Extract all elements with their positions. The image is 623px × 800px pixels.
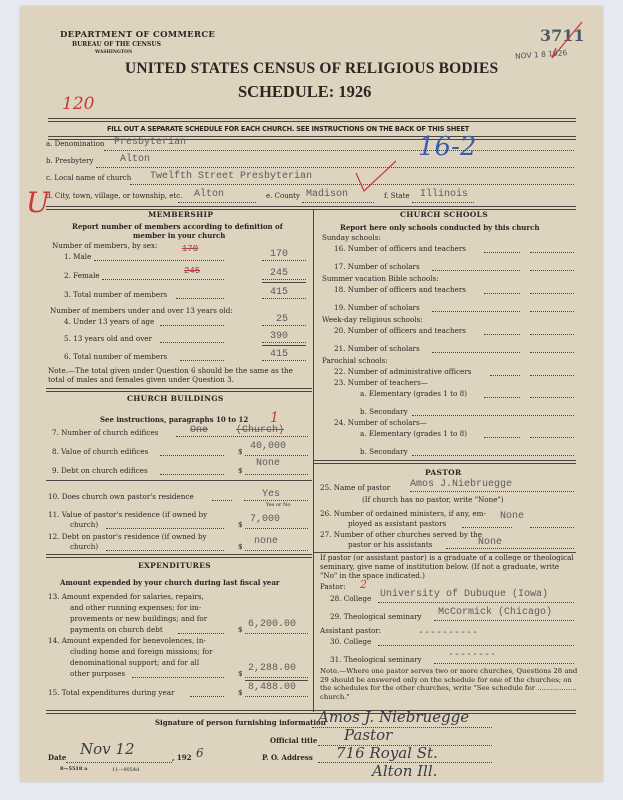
dollar-sign: $ bbox=[238, 447, 243, 456]
by-sex-label: Number of members, by sex: bbox=[52, 241, 158, 250]
q21-label: 21. Number of scholars bbox=[334, 344, 420, 353]
q17-label: 17. Number of scholars bbox=[334, 262, 420, 271]
summer-schools-label: Summer vacation Bible schools: bbox=[322, 274, 439, 283]
by-age-label: Number of members under and over 13 years old: bbox=[50, 306, 233, 315]
yes-no-hint: Yes or No bbox=[266, 502, 291, 508]
dollar-sign: $ bbox=[238, 466, 243, 475]
pastor-name-hint: (If church has no pastor, write "None") bbox=[362, 495, 504, 504]
stamp-number: 3711 bbox=[540, 26, 585, 45]
college-label: 28. College bbox=[330, 594, 372, 603]
assistant-college-field[interactable]: ---------- bbox=[418, 628, 479, 639]
edifices-extra: (Church) bbox=[236, 425, 285, 436]
date-label: Date bbox=[48, 753, 67, 762]
q22-label: 22. Number of administrative officers bbox=[334, 367, 472, 376]
denomination-field[interactable]: Presbyterian bbox=[114, 137, 187, 148]
presbytery-label: b. Presbytery bbox=[46, 157, 94, 165]
running-expenses-field[interactable]: 6,200.00 bbox=[248, 619, 297, 630]
county-label: e. County bbox=[266, 192, 300, 200]
assistant-seminary-label: 31. Theological seminary bbox=[330, 655, 422, 664]
local-name-label: c. Local name of church bbox=[46, 174, 132, 182]
residence-debt-label: 12. Debt on pastor's residence (if owned by bbox=[48, 532, 207, 541]
edifices-label: 7. Number of church edifices bbox=[52, 428, 159, 437]
print-number: 11—9054d bbox=[112, 767, 140, 773]
q18-label: 18. Number of officers and teachers bbox=[334, 285, 466, 294]
assistant-ministers-label: ployed as assistant pastors bbox=[348, 519, 447, 528]
pastor-mark: 2 bbox=[360, 578, 367, 591]
female-count-field[interactable]: 245 bbox=[270, 268, 289, 279]
presbytery-field[interactable]: Alton bbox=[120, 154, 151, 165]
address-line2-field[interactable]: Alton Ill. bbox=[372, 762, 438, 780]
q20-label: 20. Number of officers and teachers bbox=[334, 326, 466, 335]
expenditures-heading: EXPENDITURES bbox=[138, 561, 211, 570]
under-13-label: 4. Under 13 years of age bbox=[64, 317, 155, 326]
department-heading: DEPARTMENT OF COMMERCE bbox=[60, 30, 216, 40]
over-13-label: 5. 13 years old and over bbox=[64, 334, 152, 343]
dollar-sign: $ bbox=[238, 520, 243, 529]
year-digit-field[interactable]: 6 bbox=[196, 746, 204, 760]
owns-residence-field[interactable]: Yes bbox=[262, 489, 281, 500]
edifice-value-field[interactable]: 40,000 bbox=[250, 441, 287, 452]
female-crossed-value: 245 bbox=[184, 266, 201, 276]
assistant-college-label: 30. College bbox=[330, 637, 372, 646]
dollar-sign: $ bbox=[238, 625, 243, 634]
received-date-stamp: NOV 1 8 1926 bbox=[514, 48, 568, 61]
edifices-field[interactable]: One bbox=[190, 425, 209, 436]
running-expenses-label: 13. Amount expended for salaries, repairs, bbox=[48, 592, 204, 601]
handwritten-number: 120 bbox=[62, 94, 95, 114]
date-field[interactable]: Nov 12 bbox=[80, 740, 135, 758]
assistant-ministers-field[interactable]: None bbox=[500, 511, 525, 522]
denomination-label: a. Denomination bbox=[46, 140, 105, 148]
residence-value-label: 11. Value of pastor's residence (if owned by bbox=[48, 510, 208, 519]
county-field[interactable]: Madison bbox=[306, 189, 349, 200]
dollar-sign: $ bbox=[238, 688, 243, 697]
owns-residence-label: 10. Does church own pastor's residence bbox=[48, 492, 194, 501]
pastor-subheading: Pastor: bbox=[320, 582, 346, 591]
edifice-debt-field[interactable]: None bbox=[256, 458, 281, 469]
running-expenses-label: provements or new buildings; and for bbox=[70, 614, 208, 623]
buildings-heading: CHURCH BUILDINGS bbox=[127, 394, 224, 403]
edifices-correction: 1 bbox=[270, 410, 279, 426]
local-name-field[interactable]: Twelfth Street Presbyterian bbox=[150, 171, 313, 182]
residence-debt-field[interactable]: none bbox=[254, 536, 279, 547]
college-field[interactable]: University of Dubuque (Iowa) bbox=[380, 589, 549, 600]
address-line1-field[interactable]: 716 Royal St. bbox=[336, 744, 438, 762]
assistant-ministers-label: 26. Number of ordained ministers, if any, em- bbox=[320, 509, 486, 518]
female-label: 2. Female bbox=[64, 271, 100, 280]
q16-label: 16. Number of officers and teachers bbox=[334, 244, 466, 253]
expenditures-subtitle: Amount expended by your church during last fiscal year bbox=[60, 578, 280, 587]
total-expenditures-label: 15. Total expenditures during year bbox=[48, 688, 175, 697]
total-members-2-label: 6. Total number of members bbox=[64, 352, 168, 361]
state-label: f. State bbox=[384, 192, 410, 200]
margin-mark: U bbox=[26, 186, 50, 219]
membership-subtitle: Report number of members according to definition of bbox=[72, 222, 283, 231]
other-churches-field[interactable]: None bbox=[478, 537, 503, 548]
male-crossed-value: 170 bbox=[182, 244, 199, 254]
divider bbox=[46, 206, 576, 210]
membership-note: Note.—The total given under Question 6 should be the same as the total of males and females given under Question 3. bbox=[48, 366, 293, 384]
divider bbox=[46, 710, 576, 714]
assistant-subheading: Assistant pastor: bbox=[320, 626, 382, 635]
dollar-sign: $ bbox=[238, 669, 243, 678]
benevolences-field[interactable]: 2,288.00 bbox=[248, 663, 297, 674]
year-prefix: , 192 bbox=[172, 753, 192, 762]
membership-subtitle: member in your church bbox=[133, 231, 226, 240]
running-expenses-label: payments on church debt bbox=[70, 625, 163, 634]
total-members-2-field[interactable]: 415 bbox=[270, 349, 289, 360]
q19-label: 19. Number of scholars bbox=[334, 303, 420, 312]
running-expenses-label: and other running expenses; for im- bbox=[70, 603, 202, 612]
total-members-label: 3. Total number of members bbox=[64, 290, 168, 299]
total-members-field[interactable]: 415 bbox=[270, 287, 289, 298]
official-title-label: Official title bbox=[270, 736, 318, 745]
q24a-label: a. Elementary (grades 1 to 8) bbox=[360, 429, 467, 438]
residence-value-label: church) bbox=[70, 520, 99, 529]
city-heading: WASHINGTON bbox=[95, 50, 133, 55]
q24b-label: b. Secondary bbox=[360, 447, 408, 456]
schools-subtitle: Report here only schools conducted by this church bbox=[340, 223, 540, 232]
q23b-label: b. Secondary bbox=[360, 407, 408, 416]
pastor-name-label: 25. Name of pastor bbox=[320, 483, 391, 492]
form-title: UNITED STATES CENSUS OF RELIGIOUS BODIES bbox=[125, 60, 499, 77]
benevolences-label: cluding home and foreign missions; for bbox=[70, 647, 213, 656]
divider bbox=[46, 554, 312, 558]
q24-label: 24. Number of scholars— bbox=[334, 418, 427, 427]
bureau-heading: BUREAU OF THE CENSUS bbox=[72, 41, 161, 48]
divider bbox=[314, 460, 576, 464]
divider bbox=[46, 388, 312, 392]
male-label: 1. Male bbox=[64, 252, 92, 261]
residence-debt-label: church) bbox=[70, 542, 99, 551]
benevolences-label: denominational support; and for all bbox=[70, 658, 200, 667]
checkmark-icon bbox=[350, 155, 400, 195]
sunday-schools-label: Sunday schools: bbox=[322, 233, 381, 242]
schedule-title: SCHEDULE: 1926 bbox=[238, 82, 372, 101]
q23-label: 23. Number of teachers— bbox=[334, 378, 428, 387]
membership-heading: MEMBERSHIP bbox=[148, 210, 214, 219]
benevolences-label: other purposes bbox=[70, 669, 126, 678]
total-expenditures-field[interactable]: 8,488.00 bbox=[248, 682, 297, 693]
buildings-subtitle: See instructions, paragraphs 10 to 12 bbox=[100, 415, 249, 424]
handwritten-code: 16-2 bbox=[418, 132, 477, 162]
pastor-heading: PASTOR bbox=[425, 468, 462, 477]
official-title-field[interactable]: Pastor bbox=[344, 726, 393, 744]
schools-heading: CHURCH SCHOOLS bbox=[400, 210, 488, 219]
signature-field[interactable]: Amos J. Niebruegge bbox=[318, 708, 470, 726]
instruction-banner: FILL OUT A SEPARATE SCHEDULE FOR EACH CHURCH. SEE INSTRUCTIONS ON THE BACK OF THIS SHEET bbox=[107, 124, 470, 133]
parochial-schools-label: Parochial schools: bbox=[322, 356, 388, 365]
residence-value-field[interactable]: 7,000 bbox=[250, 514, 281, 525]
benevolences-label: 14. Amount expended for benevolences, in- bbox=[48, 636, 206, 645]
over-13-field[interactable]: 390 bbox=[270, 331, 289, 342]
weekday-schools-label: Week-day religious schools: bbox=[322, 315, 423, 324]
address-label: P. O. Address bbox=[262, 753, 313, 762]
other-churches-label: 27. Number of other churches served by the bbox=[320, 530, 483, 539]
pastor-name-field[interactable]: Amos J.Niebruegge bbox=[410, 479, 513, 490]
seminary-label: 29. Theological seminary bbox=[330, 612, 422, 621]
edifice-debt-label: 9. Debt on church edifices bbox=[52, 466, 148, 475]
under-13-field[interactable]: 25 bbox=[276, 314, 289, 325]
graduate-note: If pastor (or assistant pastor) is a graduate of a college or theological seminary, give name of institution below. (If not a graduate, write "No" in the space indicated.) bbox=[320, 553, 574, 580]
pastor-note: Note.—Where one pastor serves two or more churches, Questions 28 and 29 should be answered only on the schedule for one of the churches; on the schedules for the other churches, write "See schedule for .................. church." bbox=[320, 667, 578, 701]
seminary-field[interactable]: McCormick (Chicago) bbox=[438, 607, 553, 618]
q23a-label: a. Elementary (grades 1 to 8) bbox=[360, 389, 467, 398]
city-field[interactable]: Alton bbox=[194, 189, 225, 200]
edifice-value-label: 8. Value of church edifices bbox=[52, 447, 149, 456]
city-label: d. City, town, village, or township, etc. bbox=[46, 192, 183, 200]
assistant-seminary-field[interactable]: -------- bbox=[448, 650, 497, 661]
form-number: 8—5518 a bbox=[60, 766, 88, 772]
dollar-sign: $ bbox=[238, 542, 243, 551]
male-count-field[interactable]: 170 bbox=[270, 249, 289, 260]
other-churches-label: pastor or his assistants bbox=[348, 540, 433, 549]
state-field[interactable]: Illinois bbox=[420, 189, 469, 200]
divider bbox=[48, 118, 576, 122]
signature-label: Signature of person furnishing information bbox=[155, 718, 326, 727]
